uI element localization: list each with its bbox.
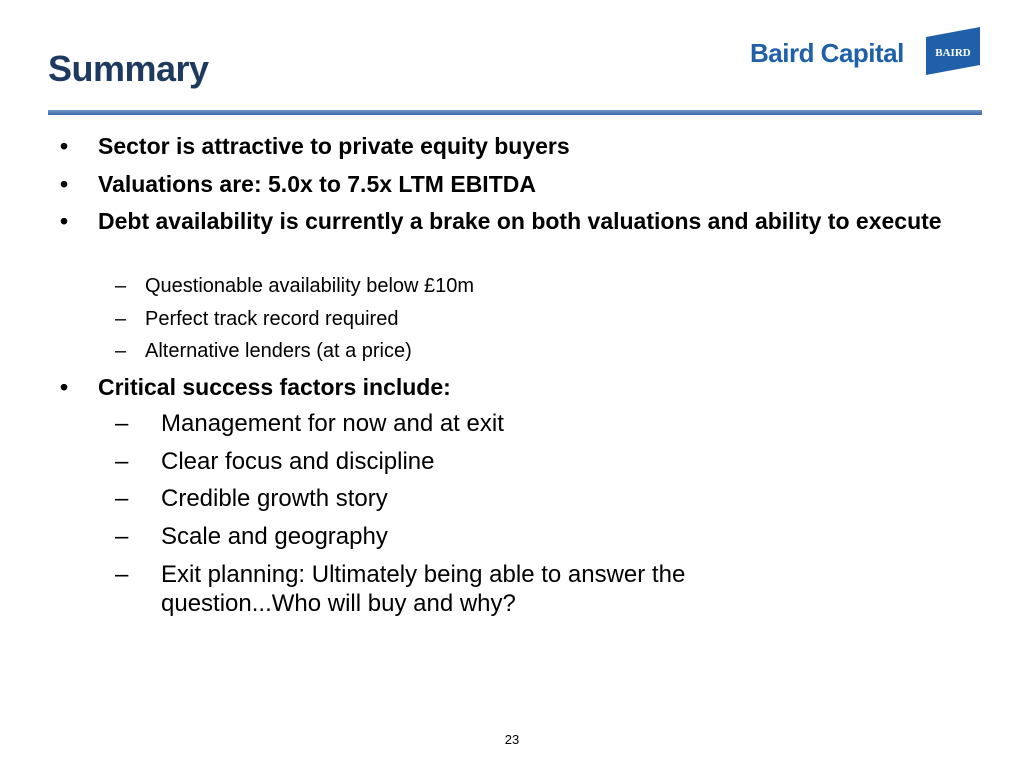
dash-marker: –: [115, 340, 127, 362]
dash-marker: –: [115, 523, 129, 550]
sub-bullet-text: Management for now and at exit: [161, 410, 504, 437]
bullet-marker: •: [60, 374, 69, 400]
sub-bullet-item: [115, 337, 965, 365]
sub-bullet-item: [115, 272, 965, 300]
bullet-marker: •: [60, 171, 69, 197]
bullet-item: [60, 206, 978, 237]
sub-bullet-item: [115, 522, 941, 551]
dash-marker: –: [115, 561, 129, 588]
sub-bullet-text: Exit planning: Ultimately being able to answer the question...Who will buy and why?: [161, 561, 686, 617]
bullet-text: Valuations are: 5.0x to 7.5x LTM EBITDA: [98, 171, 536, 197]
dash-marker: –: [115, 448, 129, 475]
sub-bullet-item: [115, 409, 941, 438]
sub-bullet-text: Alternative lenders (at a price): [145, 340, 412, 362]
bullet-text: Critical success factors include:: [98, 374, 451, 400]
sub-bullet-text: Questionable availability below £10m: [145, 275, 475, 297]
baird-logo-icon: [926, 27, 980, 75]
bullet-text: Debt availability is currently a brake on both valuations and ability to execute: [98, 208, 942, 234]
dash-marker: –: [115, 308, 127, 330]
title-rule: [48, 110, 982, 115]
bullet-item: [60, 372, 978, 403]
sub-bullet-item: [115, 560, 821, 618]
page-number: 23: [504, 732, 520, 747]
sub-bullet-item: [115, 484, 941, 513]
sub-bullet-text: Scale and geography: [161, 523, 388, 550]
bullet-marker: •: [60, 208, 69, 234]
dash-marker: –: [115, 410, 129, 437]
bullet-item: [60, 169, 978, 200]
logo-badge-text: BAIRD: [935, 47, 971, 59]
dash-marker: –: [115, 485, 129, 512]
sub-bullet-item: [115, 305, 965, 333]
logo-text: Baird Capital: [750, 38, 904, 68]
bullet-marker: •: [60, 133, 69, 159]
sub-bullet-item: [115, 447, 941, 476]
bullet-text: Sector is attractive to private equity buyers: [98, 133, 570, 159]
sub-bullet-text: Credible growth story: [161, 485, 388, 512]
slide-title: Summary: [48, 48, 209, 89]
sub-bullet-text: Clear focus and discipline: [161, 448, 435, 475]
dash-marker: –: [115, 275, 127, 297]
sub-bullet-text: Perfect track record required: [145, 308, 399, 330]
bullet-item: [60, 131, 978, 162]
